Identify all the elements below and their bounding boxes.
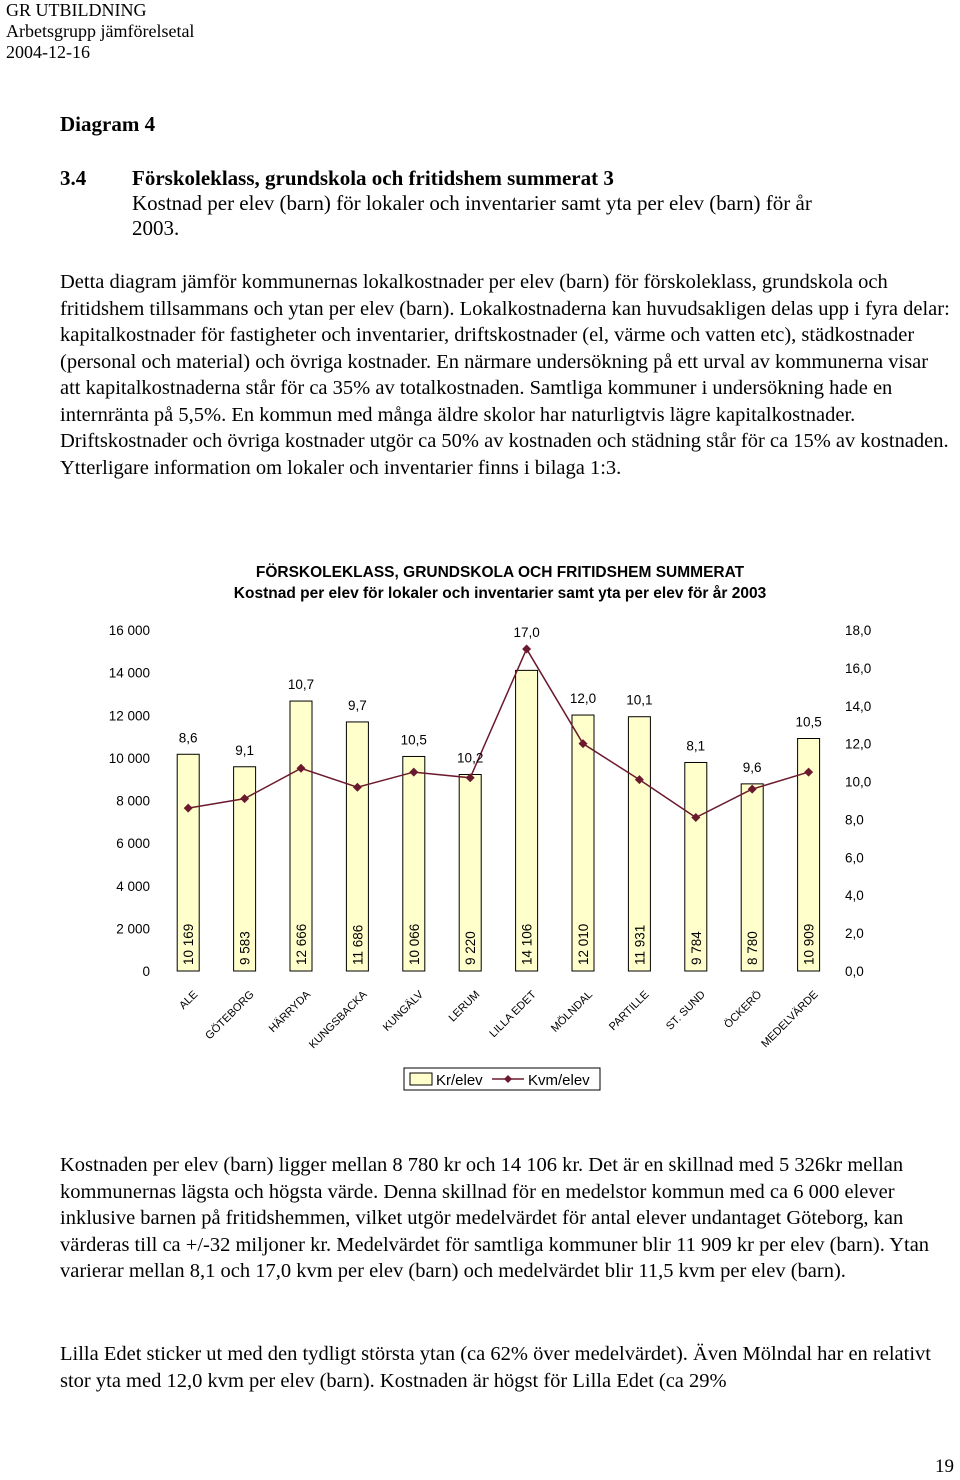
diagram-label: Diagram 4	[60, 112, 156, 136]
bar-value-label: 9 583	[237, 931, 253, 965]
lilla-edet-paragraph: Lilla Edet sticker ut med den tydligt största ytan (ca 62% över medelvärdet). Även Mölndal har en relativt stor yta med 12,0 kvm per elev (barn). Kostnaden är högst för Lilla Edet (ca 29%	[60, 1343, 931, 1392]
section-subtitle: Kostnad per elev (barn) för lokaler och inventarier samt yta per elev (barn) för år 2003.	[132, 191, 812, 240]
right-axis-tick-label: 12,0	[845, 736, 872, 752]
chart-title: FÖRSKOLEKLASS, GRUNDSKOLA OCH FRITIDSHEM SUMMERAT	[255, 564, 745, 581]
right-axis-tick-label: 10,0	[845, 774, 872, 790]
line-value-label: 10,5	[400, 732, 427, 748]
combo-chart	[0, 550, 960, 1110]
bar-value-label: 12 666	[294, 923, 309, 965]
section-number: 3.4	[60, 166, 87, 190]
line-value-label: 10,5	[795, 714, 822, 730]
header-date: 2004-12-16	[6, 42, 90, 62]
left-axis-tick-label: 8 000	[116, 793, 150, 809]
category-label: ST. SUND	[663, 988, 708, 1033]
left-axis-tick-label: 0	[142, 964, 150, 979]
bar-value-label: 12 010	[576, 923, 591, 965]
bar-value-label: 8 780	[745, 931, 761, 965]
legend-label-kvm-per-elev: Kvm/elev	[528, 1072, 590, 1089]
bar-value-label: 9 220	[463, 931, 479, 965]
line-value-label: 10,2	[457, 750, 484, 766]
section-heading	[60, 166, 860, 241]
kvm-per-elev-line	[188, 649, 808, 818]
document-header	[6, 0, 194, 63]
category-label: LILLA EDET	[487, 988, 539, 1040]
right-axis-tick-label: 0,0	[845, 964, 864, 979]
header-workgroup: Arbetsgrupp jämförelsetal	[6, 21, 195, 41]
category-label: LERUM	[446, 988, 483, 1025]
right-axis-tick-label: 4,0	[845, 888, 864, 904]
section-title: Förskoleklass, grundskola och fritidshem summerat 3	[132, 166, 614, 190]
category-label: HÄRRYDA	[266, 988, 314, 1036]
line-value-label: 9,7	[348, 697, 367, 713]
right-axis-tick-label: 14,0	[845, 698, 872, 714]
left-axis-tick-label: 2 000	[116, 921, 150, 937]
analysis-paragraph: Kostnaden per elev (barn) ligger mellan 8 780 kr och 14 106 kr. Det är en skillnad med 5 326kr mellan kommunernas lägsta och högsta värde. Denna skillnad för en medelstor kommun med ca 6 000 elever inklusive barnen på fritidshemmen, vilket utgör medelvärdet för antal elever undantaget Göteborg, kan värderas till ca +/-32 miljoner kr. Medelvärdet för samtliga kommuner blir 11 909 kr per elev (barn). Ytan varierar mellan 8,1 och 17,0 kvm per elev (barn) och medelvärdet blir 11,5 kvm per elev (barn).	[60, 1154, 930, 1282]
right-axis-tick-label: 8,0	[845, 812, 864, 828]
line-value-label: 8,1	[686, 738, 706, 754]
right-axis-tick-label: 16,0	[845, 660, 872, 676]
category-label: KUNGSBACKA	[306, 988, 370, 1052]
right-axis-tick-label: 6,0	[845, 850, 864, 866]
category-label: MÖLNDAL	[549, 988, 596, 1035]
left-axis-tick-label: 10 000	[108, 750, 150, 766]
chart-subtitle: Kostnad per elev för lokaler och inventarier samt yta per elev för år 2003	[233, 585, 767, 602]
category-label: PARTILLE	[607, 988, 652, 1034]
line-value-label: 17,0	[513, 624, 540, 640]
line-value-label: 10,1	[626, 692, 653, 708]
left-axis-tick-label: 6 000	[116, 836, 150, 852]
kvm-per-elev-marker	[522, 644, 531, 653]
page-number: 19	[935, 1456, 954, 1477]
bar-value-label: 11 686	[350, 924, 366, 965]
left-axis-tick-label: 14 000	[108, 665, 150, 681]
category-label: ALE	[177, 988, 201, 1012]
left-axis-tick-label: 12 000	[108, 708, 150, 724]
left-axis-tick-label: 16 000	[108, 623, 150, 638]
category-label: KUNGÄLV	[380, 988, 426, 1034]
category-label: ÖCKERÖ	[722, 988, 765, 1031]
legend-swatch-bar	[410, 1073, 432, 1085]
left-axis-tick-label: 4 000	[116, 878, 150, 894]
right-axis-tick-label: 18,0	[845, 623, 872, 638]
category-label: MEDELVÄRDE	[759, 988, 821, 1051]
line-value-label: 9,6	[742, 759, 762, 775]
bar-value-label: 10 066	[406, 923, 422, 965]
legend-label-kr-per-elev: Kr/elev	[436, 1072, 483, 1089]
bar-value-label: 11 931	[632, 924, 648, 965]
line-value-label: 9,1	[235, 742, 254, 758]
bar-value-label: 10 169	[181, 923, 197, 965]
bar-value-label: 14 106	[519, 923, 535, 965]
intro-paragraph: Detta diagram jämför kommunernas lokalkostnader per elev (barn) för förskoleklass, grundskola och fritidshem tillsammans och ytan per elev (barn). Lokalkostnaderna kan huvudsakligen delas upp i fyra delar: kapitalkostnader för fastigheter och inventarier, driftskostnader (el, värme och vatten etc), städkostnader (personal och material) och övriga kostnader. En närmare undersökning på ett urval av kommunerna visar att kapitalkostnaderna står för ca 35% av totalkostnaden. Samtliga kommuner i undersökning hade en internränta på 5,5%. En kommun med många äldre skolor har naturligtvis lägre kapitalkostnader. Driftskostnader och övriga kostnader utgör ca 50% av kostnaden och städning står för ca 15% av kostnaden. Ytterligare information om lokaler och inventarier finns i bilaga 1:3.	[60, 271, 950, 479]
right-axis-tick-label: 2,0	[845, 926, 864, 942]
header-organisation: GR UTBILDNING	[6, 0, 147, 20]
line-value-label: 10,7	[287, 677, 315, 693]
line-value-label: 8,6	[178, 730, 198, 746]
line-value-label: 12,0	[569, 691, 597, 707]
bar-value-label: 10 909	[801, 923, 817, 965]
category-label: GÖTEBORG	[203, 988, 257, 1043]
bar-value-label: 9 784	[688, 931, 704, 965]
